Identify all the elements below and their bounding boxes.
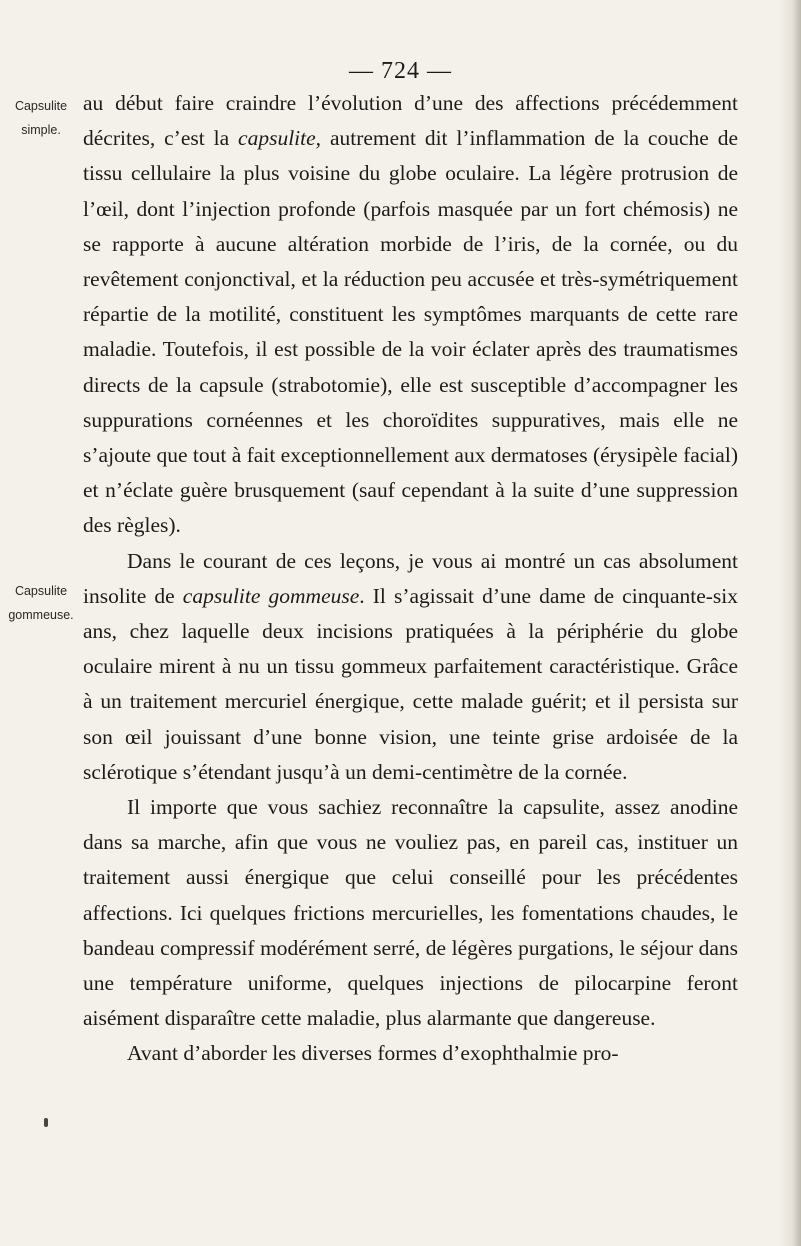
margin-note-capsulite-simple — [8, 94, 74, 142]
emphasis-term: capsulite gommeuse — [182, 583, 360, 608]
margin-note-line: Capsulite — [14, 99, 68, 113]
page-number: — 724 — — [349, 58, 452, 84]
body-text — [83, 86, 738, 1072]
paragraph-text: , autrement dit l’inflammation de la couche de tissu cellulaire la plus voisine du globe oculaire. La légère protrusion de l’œil, dont l’injection profonde (parfois masquée par un fort chémosis) ne se rapporte à aucune altération morbide de l’iris, de la cornée, ou du revêtement conjonctival, et la réduction peu accusée et très-symétriquement répartie de la motilité, constituent les symptômes marquants de cette rare maladie. Toutefois, il est possible de la voir éclater après des traumatismes directs de la capsule (strabotomie), elle est susceptible d’accompagner les suppurations cornéennes et les choroïdites suppuratives, mais elle ne s’ajoute que tout à fait exceptionnellement aux dermatoses (érysipèle facial) et n’éclate guère brusquement (sauf cependant à la suite d’une suppression des règles). — [83, 126, 738, 538]
ink-blot — [44, 1118, 48, 1127]
margin-note-line: gommeuse. — [8, 608, 74, 622]
margin-note-line: Capsulite — [14, 584, 68, 598]
paragraph-text: Dans le courant de ces leçons, je vous ai montré un cas absolument insolite de — [83, 548, 738, 608]
paragraph: Avant d’aborder les diverses formes d’exophthalmie pro- — [127, 1041, 619, 1066]
emphasis-term: capsulite — [238, 126, 316, 151]
page-edge-shadow — [779, 0, 801, 1246]
paragraph: Il importe que vous sachiez reconnaître la capsulite, assez anodine dans sa marche, afin que vous ne vouliez pas, en pareil cas, instituer un traitement aussi énergique que celui conseillé pour les précédentes affections. Ici quelques frictions mercurielles, les fomentations chaudes, le bandeau compressif modérément serré, de légères purgations, le séjour dans une température uniforme, quelques injections de pilocarpine feront aisément disparaître cette maladie, plus alarmante que dangereuse. — [83, 795, 738, 1031]
margin-note-capsulite-gommeuse — [8, 579, 74, 627]
paragraph-text: au début faire craindre l’évolution d’une des affections précédemment décrites, c’est la — [83, 91, 738, 151]
paragraph — [83, 544, 738, 790]
margin-note-line: simple. — [21, 123, 61, 137]
paragraph — [83, 86, 738, 544]
paragraph-text: . Il s’agissait d’une dame de cinquante-six ans, chez laquelle deux incisions pratiquées à la périphérie du globe oculaire mirent à nu un tissu gommeux parfaitement caractéristique. Grâce à un traitement mercuriel énergique, cette malade guérit; et il persista sur son œil jouissant d’une bonne vision, une teinte grise ardoisée de la sclérotique s’étendant jusqu’à un demi-centimètre de la cornée. — [83, 583, 738, 784]
